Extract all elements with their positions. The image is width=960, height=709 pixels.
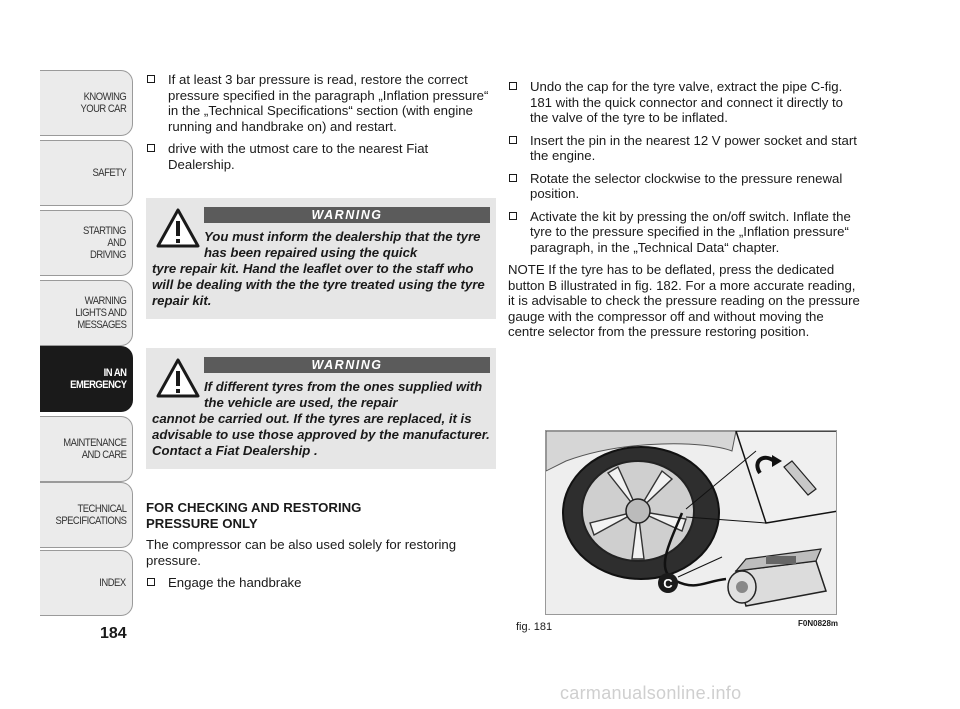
tab-label: IN AN EMERGENCY [69,367,126,391]
warning-box [146,348,496,469]
note-text: NOTE If the tyre has to be deflated, press the dedicated button B illustrated in fig. 182. For a more accurate reading, it is advisable to check the pressure reading on the pressure gauge with the compressor off and without moving the centre selector from the pressure restoring position. [508,262,860,339]
section-heading: FOR CHECKING AND RESTORING PRESSURE ONLY [146,500,362,531]
list-item: Insert the pin in the nearest 12 V power socket and start the engine. [508,133,860,164]
tab-knowing-your-car[interactable] [40,70,133,136]
tab-label: WARNING LIGHTS AND MESSAGES [74,295,126,331]
tab-starting-and-driving[interactable] [40,210,133,276]
warning-text: You must inform the dealership that the tyre has been repaired using the quick tyre repair kit. Hand the leaflet over to the staff who will be dealing with the the tyre treated using the tyre repair kit. [152,229,485,308]
warning-box [146,198,496,319]
tab-safety[interactable] [40,140,133,206]
tab-label: INDEX [99,577,126,589]
list-item: If at least 3 bar pressure is read, restore the correct pressure specified in the paragraph „Inflation pressure“ in the „Technical Specifications“ section (with engine running and handbrake on) and restart. [146,72,496,134]
tab-technical-specifications[interactable] [40,482,133,548]
warning-text: If different tyres from the ones supplied with the vehicle are used, the repair cannot be carried out. If the tyres are replaced, it is advisable to use those approved by the manufacturer. Contact a Fiat Dealership . [152,379,490,458]
list-item: Undo the cap for the tyre valve, extract the pipe C-fig. 181 with the quick connector and connect it directly to the valve of the tyre to be inflated. [508,79,860,126]
right-column [508,79,860,347]
tab-label: TECHNICAL SPECIFICATIONS [55,503,126,527]
tab-label: MAINTENANCE AND CARE [62,437,126,461]
checkbox-bullet-icon [147,578,155,586]
figure-label-c: C [663,576,673,591]
list-item: Rotate the selector clockwise to the pressure renewal position. [508,171,860,202]
watermark: carmanualsonline.info [560,683,742,703]
checkbox-bullet-icon [147,75,155,83]
checkbox-bullet-icon [509,174,517,182]
list-item: Engage the handbrake [146,575,496,591]
section-text: The compressor can be also used solely for restoring pressure. [146,537,457,568]
tab-label: SAFETY [92,167,126,179]
page-number: 184 [100,625,127,642]
tab-index[interactable] [40,550,133,616]
list-item: Activate the kit by pressing the on/off switch. Inflate the tyre to the pressure specified in the „Inflation pressure“ paragraph, in the „Technical Data“ chapter. [508,209,860,256]
left-column [146,72,496,179]
tab-label: STARTING AND DRIVING [83,225,126,261]
tab-label: KNOWING YOUR CAR [80,91,126,115]
warning-title: WARNING [204,357,490,373]
tab-in-an-emergency[interactable] [40,346,133,412]
list-item: drive with the utmost care to the nearest Fiat Dealership. [146,141,496,172]
tyre-compressor-illustration [546,431,837,615]
section-restoring-pressure [146,500,496,598]
tab-warning-lights-and-messages[interactable] [40,280,133,346]
checkbox-bullet-icon [147,144,155,152]
figure-181 [545,430,837,615]
checkbox-bullet-icon [509,82,517,90]
figure-caption: fig. 181 [516,621,553,633]
checkbox-bullet-icon [509,212,517,220]
figure-code: F0N0828m [798,619,839,628]
tab-maintenance-and-care[interactable] [40,416,133,482]
warning-title: WARNING [204,207,490,223]
checkbox-bullet-icon [509,136,517,144]
